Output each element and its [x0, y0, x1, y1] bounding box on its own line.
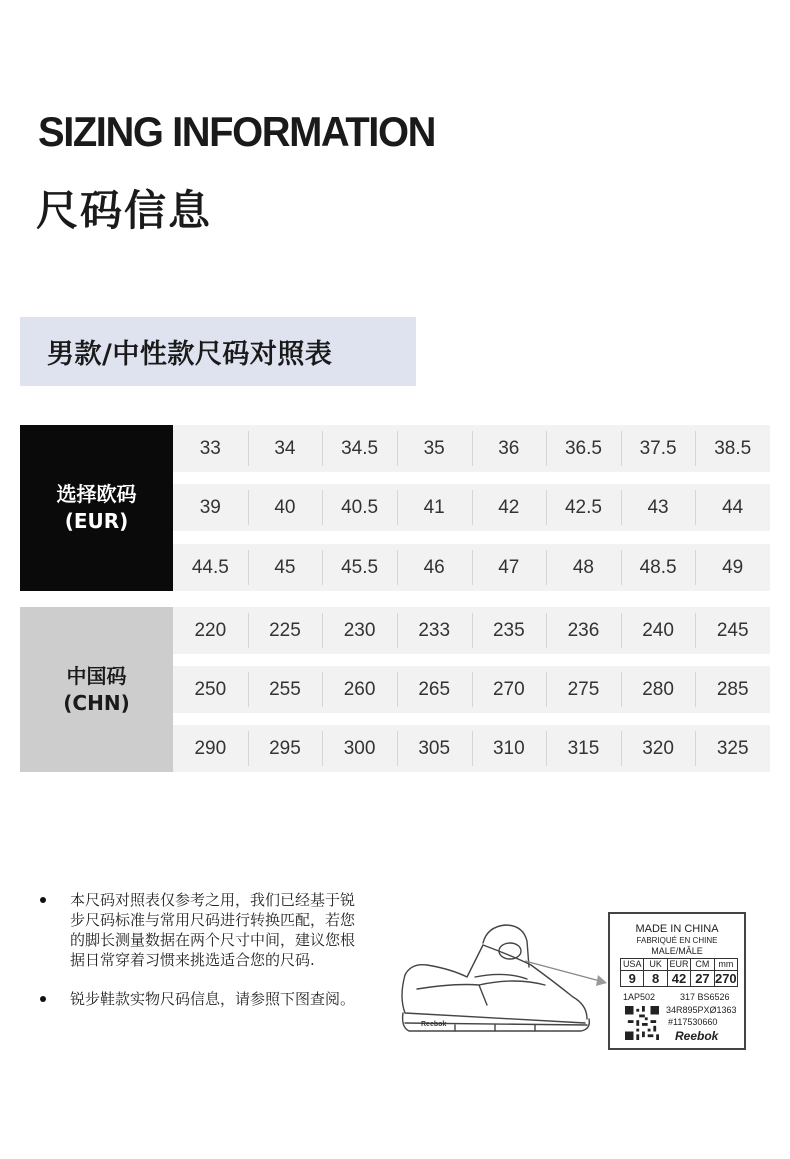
table-row: [173, 666, 770, 713]
size-cell: 275: [546, 666, 621, 713]
table-row: [173, 484, 770, 531]
size-table-heading-text: 男款/中性款尺码对照表: [47, 339, 333, 370]
eur-label-cell: [20, 425, 173, 591]
list-item: [38, 989, 368, 1009]
size-cell: 315: [546, 725, 621, 772]
label-size-value: 27: [695, 971, 710, 986]
size-cell: 285: [695, 666, 770, 713]
page-title-cn: 尺码信息: [36, 186, 213, 235]
label-size-col: [621, 959, 643, 986]
label-size-col: [690, 959, 713, 986]
size-cell: 250: [194, 678, 227, 700]
note-text: 本尺码对照表仅参考之用，我们已经基于锐步尺码标准与常用尺码进行转换匹配，若您的脚长测量数据在两个尺寸中间，建议您根据日常穿着习惯来挑选适合您的尺码.: [70, 891, 356, 969]
size-cell: 34.5: [322, 425, 397, 472]
size-cell: 230: [322, 607, 397, 654]
size-cell: 310: [472, 725, 547, 772]
chn-label-cell: [20, 607, 173, 772]
label-size-header: USA: [622, 959, 642, 969]
shoe-size-label: [608, 912, 746, 1050]
size-cell: 42: [472, 484, 547, 531]
size-cell: 40: [248, 484, 323, 531]
chn-label-code: (CHN): [63, 690, 130, 715]
size-cell: 220: [194, 619, 227, 641]
size-cell: 233: [397, 607, 472, 654]
label-size-value: 8: [651, 971, 660, 986]
size-cell: 305: [397, 725, 472, 772]
size-cell: 245: [695, 607, 770, 654]
size-cell: 235: [472, 607, 547, 654]
label-size-header: UK: [644, 959, 666, 971]
label-code-line: 34R895PXØ1363: [666, 1005, 737, 1015]
size-cell: 47: [472, 544, 547, 591]
size-cell: 37.5: [621, 425, 696, 472]
label-code-line: #117530660: [668, 1017, 718, 1027]
qr-code-icon: [624, 1006, 660, 1040]
list-item: [38, 890, 368, 970]
size-cell: 320: [621, 725, 696, 772]
size-cell: 42.5: [546, 484, 621, 531]
bullet-icon: [40, 996, 46, 1002]
size-cell: 48.5: [621, 544, 696, 591]
label-code-line: 317 BS6526: [680, 992, 730, 1002]
eur-label-code: (EUR): [64, 509, 129, 533]
eur-rows: [173, 425, 770, 591]
label-size-grid: [620, 958, 738, 987]
chn-label: 中国码: [66, 663, 127, 688]
label-brand: Reebok: [675, 1029, 719, 1043]
table-row: [173, 544, 770, 591]
eur-label: 选择欧码: [56, 482, 137, 506]
table-row: [173, 607, 770, 654]
size-cell: 49: [695, 544, 770, 591]
size-cell: 45: [248, 544, 323, 591]
label-size-header: mm: [715, 959, 737, 971]
size-cell: 45.5: [322, 544, 397, 591]
label-size-col: [667, 959, 690, 986]
size-cell: 280: [621, 666, 696, 713]
table-row: [173, 425, 770, 472]
label-size-header: EUR: [669, 959, 689, 969]
size-cell: 43: [621, 484, 696, 531]
note-text: 锐步鞋款实物尺码信息，请参照下图查阅。: [70, 990, 356, 1008]
label-made-in: MADE IN CHINA: [635, 923, 719, 935]
size-cell: 46: [397, 544, 472, 591]
size-cell: 295: [248, 725, 323, 772]
size-cell: 41: [397, 484, 472, 531]
shoe-brand-text: Reebok: [421, 1021, 447, 1028]
size-cell: 39: [199, 496, 221, 518]
label-size-value: 9: [628, 971, 636, 986]
size-cell: 265: [397, 666, 472, 713]
page-title-en: SIZING INFORMATION: [38, 108, 435, 155]
size-cell: 260: [322, 666, 397, 713]
table-row: [173, 725, 770, 772]
label-article: 1AP502: [623, 992, 656, 1002]
label-size-header: CM: [691, 959, 713, 971]
label-size-col: [714, 959, 737, 986]
size-cell: 236: [546, 607, 621, 654]
size-notes: [38, 890, 368, 1028]
label-gender: MALE/MÂLE: [651, 946, 703, 956]
bullet-icon: [40, 897, 46, 903]
size-cell: 240: [621, 607, 696, 654]
label-size-value: 42: [671, 971, 687, 986]
size-cell: 290: [194, 737, 227, 759]
size-cell: 35: [397, 425, 472, 472]
eur-size-block: [20, 425, 770, 591]
label-size-value: 270: [714, 971, 737, 986]
chn-size-block: [20, 607, 770, 772]
size-cell: 270: [472, 666, 547, 713]
size-cell: 38.5: [695, 425, 770, 472]
size-cell: 36: [472, 425, 547, 472]
size-table-heading: [20, 317, 416, 386]
label-size-col: [643, 959, 666, 986]
size-cell: 34: [248, 425, 323, 472]
size-cell: 325: [695, 725, 770, 772]
size-cell: 48: [546, 544, 621, 591]
chn-rows: [173, 607, 770, 772]
size-cell: 36.5: [546, 425, 621, 472]
size-cell: 33: [199, 437, 221, 459]
label-fabrique: FABRIQUÉ EN CHINE: [636, 936, 718, 945]
size-cell: 44: [695, 484, 770, 531]
size-cell: 300: [322, 725, 397, 772]
size-cell: 225: [248, 607, 323, 654]
size-cell: 255: [248, 666, 323, 713]
size-cell: 44.5: [191, 556, 229, 578]
size-cell: 40.5: [322, 484, 397, 531]
